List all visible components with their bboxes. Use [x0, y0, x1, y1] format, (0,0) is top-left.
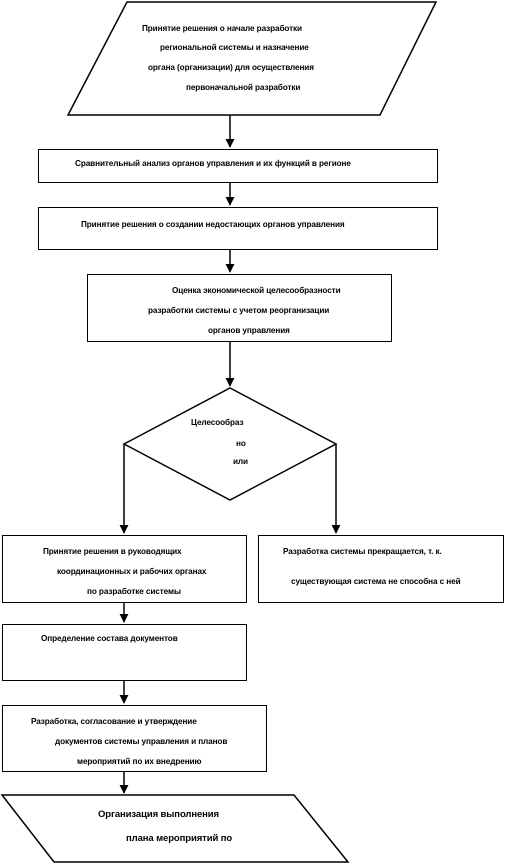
- analysis-text: Сравнительный анализ органов управления и их функций в регионе: [75, 159, 351, 168]
- start-text-line-1: Принятие решения о начале разработки: [142, 24, 302, 33]
- approval-text-line-3: мероприятий по их внедрению: [77, 757, 202, 766]
- approval-text-line-1: Разработка, согласование и утверждение: [31, 717, 197, 726]
- approval-box: [2, 705, 267, 772]
- stop-text-line-1: Разработка системы прекращается, т. к.: [283, 547, 442, 556]
- coordination-text-line-1: Принятие решения в руководящих: [43, 547, 182, 556]
- coordination-box: [2, 535, 247, 603]
- approval-text-line-2: документов системы управления и планов: [55, 737, 228, 746]
- start-text-line-3: органа (организации) для осуществления: [148, 63, 314, 72]
- feasible-text-line-2: но: [236, 439, 246, 448]
- documents-text: Определение состава документов: [41, 634, 178, 643]
- start-parallelogram: [68, 2, 436, 115]
- end-text-line-2: плана мероприятий по: [126, 833, 233, 844]
- decision-missing-box: [38, 207, 438, 250]
- feasible-text-line-1: Целесообраз: [191, 418, 244, 427]
- evaluation-text-line-3: органов управления: [208, 326, 290, 335]
- decision-missing-text: Принятие решения о создании недостающих органов управления: [81, 220, 345, 229]
- evaluation-text-line-2: разработки системы с учетом реорганизации: [148, 306, 330, 315]
- feasible-text-line-3: или: [233, 457, 248, 466]
- evaluation-box: [87, 274, 392, 342]
- end-text-line-1: Организация выполнения: [98, 809, 219, 820]
- analysis-box: [38, 149, 438, 183]
- stop-text-line-2: существующая система не способна с ней: [291, 577, 461, 586]
- start-text-line-4: первоначальной разработки: [186, 83, 301, 92]
- stop-box: [258, 535, 504, 603]
- coordination-text-line-2: координационных и рабочих органах: [57, 567, 207, 576]
- start-text-line-2: региональной системы и назначение: [160, 43, 309, 52]
- coordination-text-line-3: по разработке системы: [87, 587, 181, 596]
- decision-diamond: [124, 388, 336, 500]
- documents-box: [2, 624, 247, 681]
- evaluation-text-line-1: Оценка экономической целесообразности: [172, 286, 341, 295]
- end-parallelogram: [2, 795, 348, 862]
